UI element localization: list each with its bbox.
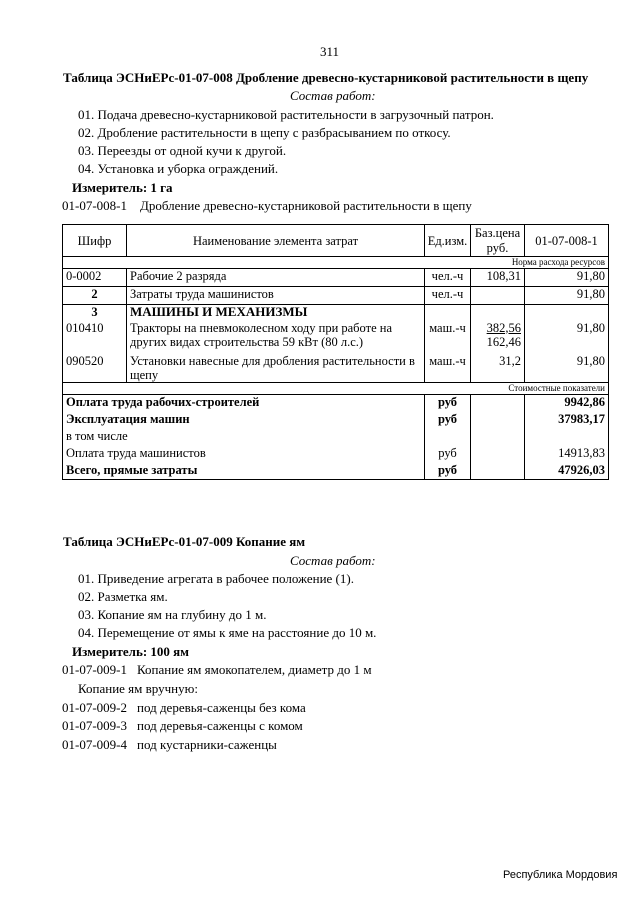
table2-manual-code: 01-07-009-2: [62, 700, 127, 715]
norm-caption: Норма расхода ресурсов: [63, 257, 609, 269]
table1-item-code: 01-07-008-1: [62, 198, 127, 213]
header-code: Шифр: [63, 225, 127, 257]
table2-step-1: 01. Приведение агрегата в рабочее положение (1).: [78, 571, 354, 586]
summary-label: Всего, прямые затраты: [63, 463, 425, 480]
table2-composition-heading: Состав работ:: [290, 553, 376, 568]
summary-row: [63, 412, 609, 429]
table2-item-name: Копание ям ямокопателем, диаметр до 1 м: [137, 662, 372, 677]
summary-unit: руб: [425, 446, 471, 463]
header-price: [471, 225, 525, 257]
table1-step-2: 02. Дробление растительности в щепу с разбрасыванием по откосу.: [78, 125, 451, 140]
row-code: 090520: [63, 351, 127, 383]
table1-composition-heading: Состав работ:: [290, 88, 376, 103]
table1-title: Таблица ЭСНиЕРс-01-07-008 Дробление древесно-кустарниковой растительности в щепу: [63, 70, 589, 85]
summary-row: [63, 429, 609, 446]
row-price-line1: 382,56: [486, 320, 521, 335]
row-name-line2: других видах строительства 59 кВт (80 л.с.): [130, 334, 364, 349]
summary-row: [63, 446, 609, 463]
table2-step-2: 02. Разметка ям.: [78, 589, 168, 604]
table2-manual-heading: Копание ям вручную:: [78, 681, 198, 696]
section-code: 3: [63, 305, 127, 321]
summary-label: Эксплуатация машин: [63, 412, 425, 429]
row-unit: чел.-ч: [425, 287, 471, 305]
summary-value: 14913,83: [525, 446, 609, 463]
row-name: [127, 321, 425, 351]
table-row: [63, 269, 609, 287]
header-name: Наименование элемента затрат: [127, 225, 425, 257]
table2-manual-name: под деревья-саженцы без кома: [137, 700, 306, 715]
row-name-line1: Установки навесные для дробления растительности в: [130, 353, 415, 368]
header-price-line1: Баз.цена: [474, 225, 521, 240]
row-unit: маш.-ч: [425, 351, 471, 383]
table2-title: Таблица ЭСНиЕРс-01-07-009 Копание ям: [63, 534, 306, 549]
table2-step-4: 04. Перемещение от ямы к яме на расстояние до 10 м.: [78, 625, 377, 640]
header-unit: Ед.изм.: [425, 225, 471, 257]
table-row: [63, 305, 609, 321]
section-name: МАШИНЫ И МЕХАНИЗМЫ: [127, 305, 425, 321]
table2-manual-code: 01-07-009-3: [62, 718, 127, 733]
row-code: 010410: [63, 321, 127, 351]
summary-unit: руб: [425, 395, 471, 412]
row-code: 2: [63, 287, 127, 305]
row-price: 31,2: [471, 351, 525, 383]
row-price: [471, 321, 525, 351]
summary-label: Оплата труда рабочих-строителей: [63, 395, 425, 412]
table2-step-3: 03. Копание ям на глубину до 1 м.: [78, 607, 267, 622]
header-price-line2: руб.: [486, 240, 509, 255]
summary-row: [63, 463, 609, 480]
summary-label: в том числе: [63, 429, 425, 446]
summary-row: [63, 395, 609, 412]
summary-value: 9942,86: [525, 395, 609, 412]
table1-step-4: 04. Установка и уборка ограждений.: [78, 161, 279, 176]
table2-manual-name: под деревья-саженцы с комом: [137, 718, 303, 733]
table1-item-name: Дробление древесно-кустарниковой растительности в щепу: [140, 198, 472, 213]
table2-meter: Измеритель: 100 ям: [72, 644, 190, 659]
summary-unit: руб: [425, 412, 471, 429]
summary-unit: руб: [425, 463, 471, 480]
row-norm: 91,80: [525, 321, 609, 351]
row-norm: 91,80: [525, 351, 609, 383]
table-row: [63, 287, 609, 305]
table1-meter: Измеритель: 1 га: [72, 180, 173, 195]
table1-step-3: 03. Переезды от одной кучи к другой.: [78, 143, 287, 158]
row-name: [127, 351, 425, 383]
summary-value: 37983,17: [525, 412, 609, 429]
footer-region: Республика Мордовия: [503, 869, 618, 881]
row-price: [471, 287, 525, 305]
row-price: 108,31: [471, 269, 525, 287]
row-norm: 91,80: [525, 287, 609, 305]
table-row: [63, 351, 609, 383]
summary-value: [525, 429, 609, 446]
table2-item-code: 01-07-009-1: [62, 662, 127, 677]
summary-label: Оплата труда машинистов: [63, 446, 425, 463]
summary-unit: [425, 429, 471, 446]
summary-value: 47926,03: [525, 463, 609, 480]
row-name-line1: Тракторы на пневмоколесном ходу при работе на: [130, 320, 392, 335]
table1-step-1: 01. Подача древесно-кустарниковой растительности в загрузочный патрон.: [78, 107, 494, 122]
table2-manual-name: под кустарники-саженцы: [137, 737, 277, 752]
row-name: Рабочие 2 разряда: [127, 269, 425, 287]
row-norm: 91,80: [525, 269, 609, 287]
row-price-line2: 162,46: [486, 334, 521, 349]
page-number: 311: [320, 44, 340, 59]
cost-caption: Стоимостные показатели: [63, 383, 609, 395]
row-unit: чел.-ч: [425, 269, 471, 287]
row-unit: маш.-ч: [425, 321, 471, 351]
resource-table: [62, 224, 609, 480]
table2-manual-code: 01-07-009-4: [62, 737, 127, 752]
row-code: 0-0002: [63, 269, 127, 287]
row-name: Затраты труда машинистов: [127, 287, 425, 305]
row-name-line2: щепу: [130, 367, 159, 382]
header-norm: 01-07-008-1: [525, 225, 609, 257]
table-row: [63, 321, 609, 351]
